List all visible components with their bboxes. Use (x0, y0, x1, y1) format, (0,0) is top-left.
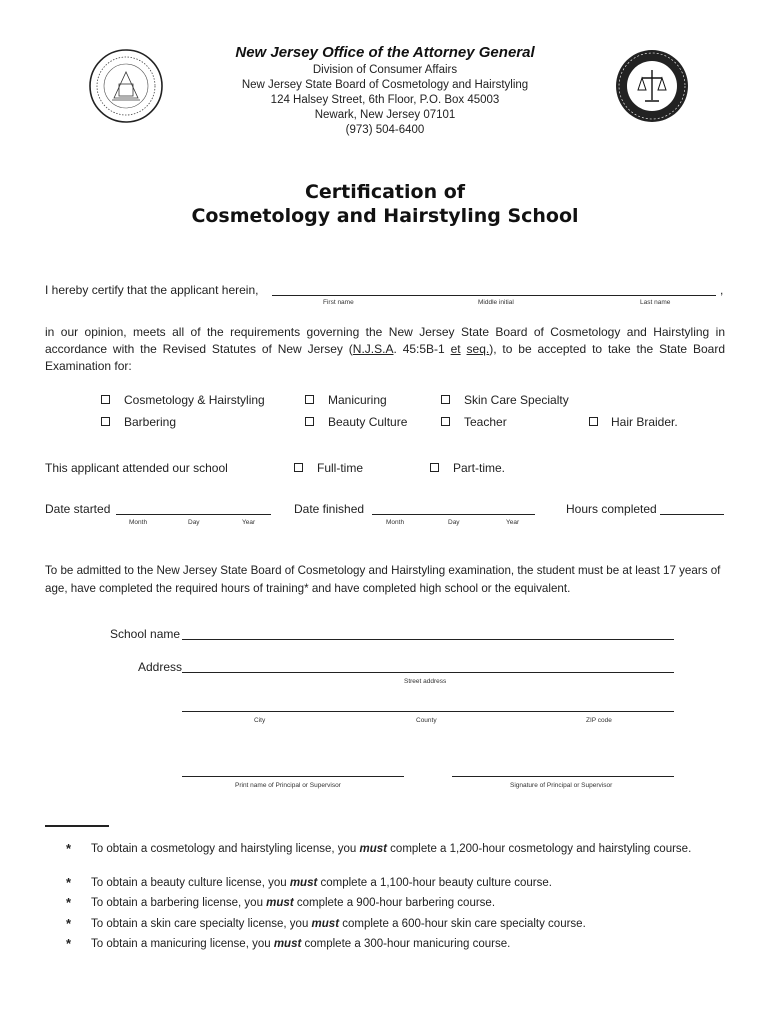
admission-requirements-text: To be admitted to the New Jersey State Board of Cosmetology and Hairstyling examination, the student must be at least 17 years of age, have completed the required hours of training* and have completed high school or the equivalent. (45, 564, 721, 595)
checkbox-teacher[interactable] (441, 417, 450, 426)
header-line-division: Division of Consumer Affairs (312, 64, 458, 76)
school-name-label: School name (110, 627, 181, 641)
note-bullet: * (66, 895, 72, 910)
label-full-time: Full-time (317, 461, 364, 475)
address-label: Address (138, 660, 183, 674)
label-manicuring: Manicuring (328, 393, 387, 407)
date-finished-label: Date finished (294, 502, 365, 516)
checkbox-manicuring[interactable] (305, 395, 314, 404)
zip-code-label: ZIP code (586, 717, 612, 724)
applicant-name-field[interactable] (272, 295, 716, 296)
opinion-paragraph: in our opinion, meets all of the requirements governing the New Jersey State Board of Cosmetology and Hairstyling in accordance with the Revised Statutes of New Jersey (N.J.S.A. 45:5B-1 et seq.), to be accepted to take the State Board Examination for: (45, 325, 726, 373)
middle-initial-label: Middle initial (478, 299, 514, 306)
finished-month-label: Month (386, 519, 405, 526)
note-bullet: * (66, 841, 72, 856)
label-beauty-culture: Beauty Culture (328, 415, 408, 429)
note-barbering: To obtain a barbering license, you must complete a 900-hour barbering course. (91, 897, 496, 909)
checkbox-barbering[interactable] (101, 417, 110, 426)
checkbox-skin-care[interactable] (441, 395, 450, 404)
label-part-time: Part-time. (453, 461, 506, 475)
note-manicuring: To obtain a manicuring license, you must complete a 300-hour manicuring course. (91, 938, 511, 950)
label-skin-care: Skin Care Specialty (464, 393, 569, 407)
signature-label: Signature of Principal or Supervisor (510, 782, 613, 789)
document-title-line1: Certification of (304, 181, 466, 203)
school-name-field[interactable] (182, 639, 674, 640)
note-bullet: * (66, 916, 72, 931)
started-month-label: Month (129, 519, 148, 526)
header-line-board: New Jersey State Board of Cosmetology and Hairstyling (241, 79, 529, 91)
print-name-field[interactable] (182, 776, 404, 777)
label-cosmetology: Cosmetology & Hairstyling (124, 393, 265, 407)
finished-day-label: Day (448, 519, 460, 526)
date-started-field[interactable] (116, 514, 271, 515)
document-title-line2: Cosmetology and Hairstyling School (191, 205, 579, 227)
header-line-city: Newark, New Jersey 07101 (314, 109, 456, 121)
header-line-street: 124 Halsey Street, 6th Floor, P.O. Box 45003 (270, 94, 500, 106)
attendance-lead: This applicant attended our school (45, 461, 228, 475)
finished-year-label: Year (506, 519, 520, 526)
checkbox-full-time[interactable] (294, 463, 303, 472)
label-barbering: Barbering (124, 415, 177, 429)
checkbox-beauty-culture[interactable] (305, 417, 314, 426)
date-finished-field[interactable] (372, 514, 535, 515)
footnote-divider (45, 825, 109, 827)
city-label: City (254, 717, 266, 724)
label-hair-braider: Hair Braider. (611, 415, 678, 429)
checkbox-cosmetology[interactable] (101, 395, 110, 404)
street-address-field[interactable] (182, 672, 674, 673)
checkbox-hair-braider[interactable] (589, 417, 598, 426)
started-year-label: Year (242, 519, 256, 526)
hours-completed-field[interactable] (660, 514, 724, 515)
note-beauty-culture: To obtain a beauty culture license, you must complete a 1,100-hour beauty culture course. (91, 877, 552, 889)
street-address-label: Street address (404, 678, 447, 685)
first-name-label: First name (323, 299, 354, 306)
print-name-label: Print name of Principal or Supervisor (235, 782, 341, 789)
note-bullet: * (66, 936, 72, 951)
date-started-label: Date started (45, 502, 111, 516)
note-cosmetology: To obtain a cosmetology and hairstyling license, you must complete a 1,200-hour cosmetology and hairstyling course. (91, 843, 692, 855)
hours-completed-label: Hours completed (566, 502, 657, 516)
checkbox-part-time[interactable] (430, 463, 439, 472)
last-name-label: Last name (640, 299, 671, 306)
agency-title: New Jersey Office of the Attorney General (235, 44, 535, 61)
county-label: County (416, 717, 437, 724)
certify-comma: , (720, 283, 724, 297)
signature-field[interactable] (452, 776, 674, 777)
note-skin-care: To obtain a skin care specialty license, you must complete a 600-hour skin care specialty course. (91, 918, 586, 930)
note-bullet: * (66, 875, 72, 890)
city-county-zip-field[interactable] (182, 711, 674, 712)
certify-lead: I hereby certify that the applicant herein, (45, 283, 259, 297)
started-day-label: Day (188, 519, 200, 526)
header-line-phone: (973) 504-6400 (345, 124, 425, 136)
label-teacher: Teacher (464, 415, 507, 429)
